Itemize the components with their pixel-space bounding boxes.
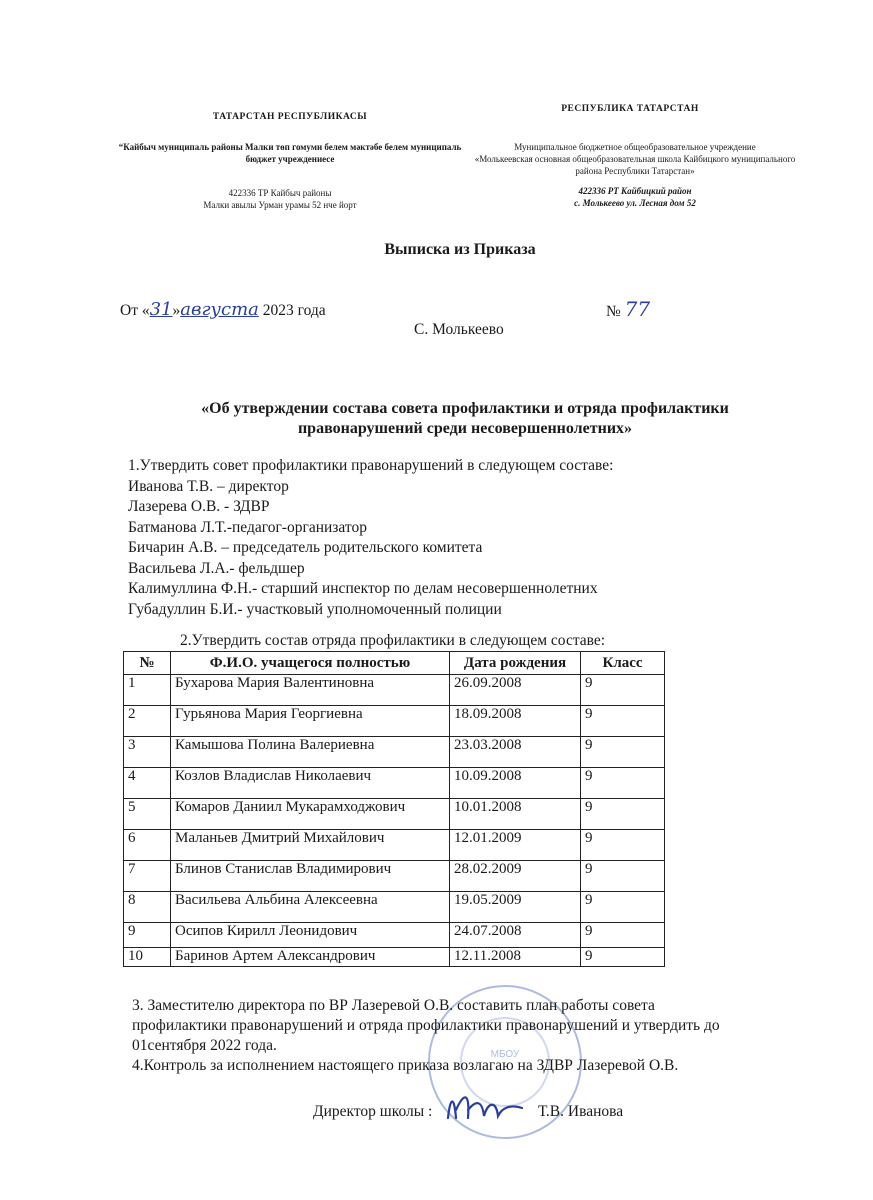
cell-number: 5 [124, 799, 171, 830]
cell-birthdate: 12.01.2009 [450, 830, 581, 861]
clause-4: 4.Контроль за исполнением настоящего приказа возлагаю на ЗДВР Лазеревой О.В. [132, 1057, 679, 1074]
director-signature-label: Директор школы : [313, 1103, 433, 1120]
table-row [124, 737, 665, 768]
cell-birthdate: 19.05.2009 [450, 892, 581, 923]
table-header-row [124, 652, 665, 675]
table-row [124, 948, 665, 967]
cell-number: 9 [124, 923, 171, 948]
col-class: Класс [581, 652, 665, 675]
document-title: Выписка из Приказа [384, 241, 536, 258]
subject-line1: «Об утверждении состава совета профилактики и отряда профилактики [201, 400, 729, 417]
table-row [124, 799, 665, 830]
cell-name: Комаров Даниил Мукарамходжович [171, 799, 450, 830]
header-left-republic: ТАТАРСТАН РЕСПУБЛИКАСЫ [212, 112, 368, 122]
table-row [124, 675, 665, 706]
date-suffix: 2023 года [258, 302, 326, 319]
cell-name: Осипов Кирилл Леонидович [171, 923, 450, 948]
cell-number: 8 [124, 892, 171, 923]
cell-name: Бухарова Мария Валентиновна [171, 675, 450, 706]
cell-number: 1 [124, 675, 171, 706]
cell-birthdate: 28.02.2009 [450, 861, 581, 892]
council-member: Губадуллин Б.И.- участковый уполномоченный полиции [128, 600, 502, 618]
council-member: Лазерева О.В. - ЗДВР [128, 498, 270, 515]
date-mid: » [172, 302, 181, 319]
subject-line2: правонарушений среди несовершеннолетних» [297, 420, 633, 437]
header-right-org-line3: района Республики Татарстан» [575, 166, 695, 176]
table-row [124, 830, 665, 861]
cell-class: 9 [581, 675, 665, 706]
header-right-org-line1: Муниципальное бюджетное общеобразовательное учреждение [514, 142, 756, 152]
header-left-org-line2: бюджет учреждениесе [245, 154, 335, 164]
cell-class: 9 [581, 861, 665, 892]
header-right-addr-line1: 422336 РТ Кайбицкий район [578, 186, 692, 196]
table-row [124, 892, 665, 923]
cell-birthdate: 24.07.2008 [450, 923, 581, 948]
cell-number: 7 [124, 861, 171, 892]
header-right-org-line2: «Молькеевская основная общеобразовательная школа Кайбицкого муниципального [474, 154, 796, 164]
order-place: С. Молькеево [414, 321, 504, 338]
cell-class: 9 [581, 799, 665, 830]
cell-class: 9 [581, 948, 665, 967]
cell-name: Гурьянова Мария Георгиевна [171, 706, 450, 737]
header-left-addr-line2: Малки авылы Урман урамы 52 нче йорт [203, 200, 357, 210]
clause-3-line2: профилактики правонарушений и отряда профилактики правонарушений и утвердить до [132, 1017, 720, 1034]
council-member: Иванова Т.В. – директор [128, 477, 289, 495]
cell-name: Васильева Альбина Алексеевна [171, 892, 450, 923]
cell-birthdate: 18.09.2008 [450, 706, 581, 737]
order-number [606, 299, 650, 323]
council-section [128, 456, 828, 620]
clause-3-line3: 01сентября 2022 года. [132, 1037, 277, 1054]
date-day-handwritten: 31 [149, 299, 173, 320]
cell-name: Баринов Артем Александрович [171, 948, 450, 967]
council-member: Калимуллина Ф.Н.- старший инспектор по делам несовершеннолетних [128, 580, 598, 597]
header-right-republic: РЕСПУБЛИКА ТАТАРСТАН [561, 104, 699, 114]
header-right-addr-line2: с. Молькеево ул. Лесная дом 52 [574, 198, 696, 208]
director-name: Т.В. Иванова [538, 1103, 624, 1120]
header-left-address [140, 187, 420, 211]
cell-name: Камышова Полина Валериевна [171, 737, 450, 768]
squad-intro: 2.Утвердить состав отряда профилактики в следующем составе: [180, 632, 606, 649]
cell-birthdate: 10.01.2008 [450, 799, 581, 830]
cell-number: 2 [124, 706, 171, 737]
cell-number: 10 [124, 948, 171, 967]
header-left-org [100, 141, 480, 165]
cell-number: 4 [124, 768, 171, 799]
council-intro: 1.Утвердить совет профилактики правонарушений в следующем составе: [128, 457, 614, 474]
cell-class: 9 [581, 737, 665, 768]
number-handwritten: 77 [624, 297, 651, 321]
cell-name: Маланьев Дмитрий Михайлович [171, 830, 450, 861]
header-left-org-line1: “Кайбыч муниципаль районы Малки төп гомуми белем мәктәбе белем муниципаль [118, 142, 462, 152]
date-prefix: От « [120, 302, 150, 319]
header-right-address [520, 185, 750, 209]
number-label: № [606, 303, 621, 320]
squad-table [123, 651, 665, 967]
table-row [124, 768, 665, 799]
col-number: № [124, 652, 171, 675]
cell-birthdate: 12.11.2008 [450, 948, 581, 967]
date-month-handwritten: августа [180, 299, 259, 320]
header-left-addr-line1: 422336 ТР Кайбыч районы [228, 188, 332, 198]
order-subject [120, 399, 810, 439]
cell-class: 9 [581, 830, 665, 861]
col-birthdate: Дата рождения [450, 652, 581, 675]
school-seal-text: МБОУ [490, 1049, 520, 1060]
cell-class: 9 [581, 706, 665, 737]
clause-3-line1: 3. Заместителю директора по ВР Лазеревой О.В. составить план работы совета [132, 997, 655, 1014]
table-row [124, 706, 665, 737]
header-right-org [470, 141, 800, 177]
clauses-section [132, 996, 832, 1076]
council-member: Батманова Л.Т.-педагог-организатор [128, 518, 367, 536]
cell-class: 9 [581, 923, 665, 948]
cell-birthdate: 23.03.2008 [450, 737, 581, 768]
cell-name: Козлов Владислав Николаевич [171, 768, 450, 799]
council-member: Бичарин А.В. – председатель родительского комитета [128, 539, 483, 556]
cell-number: 3 [124, 737, 171, 768]
cell-birthdate: 10.09.2008 [450, 768, 581, 799]
table-row [124, 861, 665, 892]
col-name: Ф.И.О. учащегося полностью [171, 652, 450, 675]
cell-class: 9 [581, 768, 665, 799]
cell-birthdate: 26.09.2008 [450, 675, 581, 706]
cell-name: Блинов Станислав Владимирович [171, 861, 450, 892]
table-row [124, 923, 665, 948]
council-member: Васильева Л.А.- фельдшер [128, 559, 305, 577]
cell-class: 9 [581, 892, 665, 923]
cell-number: 6 [124, 830, 171, 861]
director-handwritten-signature [440, 1088, 530, 1128]
order-date [120, 300, 326, 322]
